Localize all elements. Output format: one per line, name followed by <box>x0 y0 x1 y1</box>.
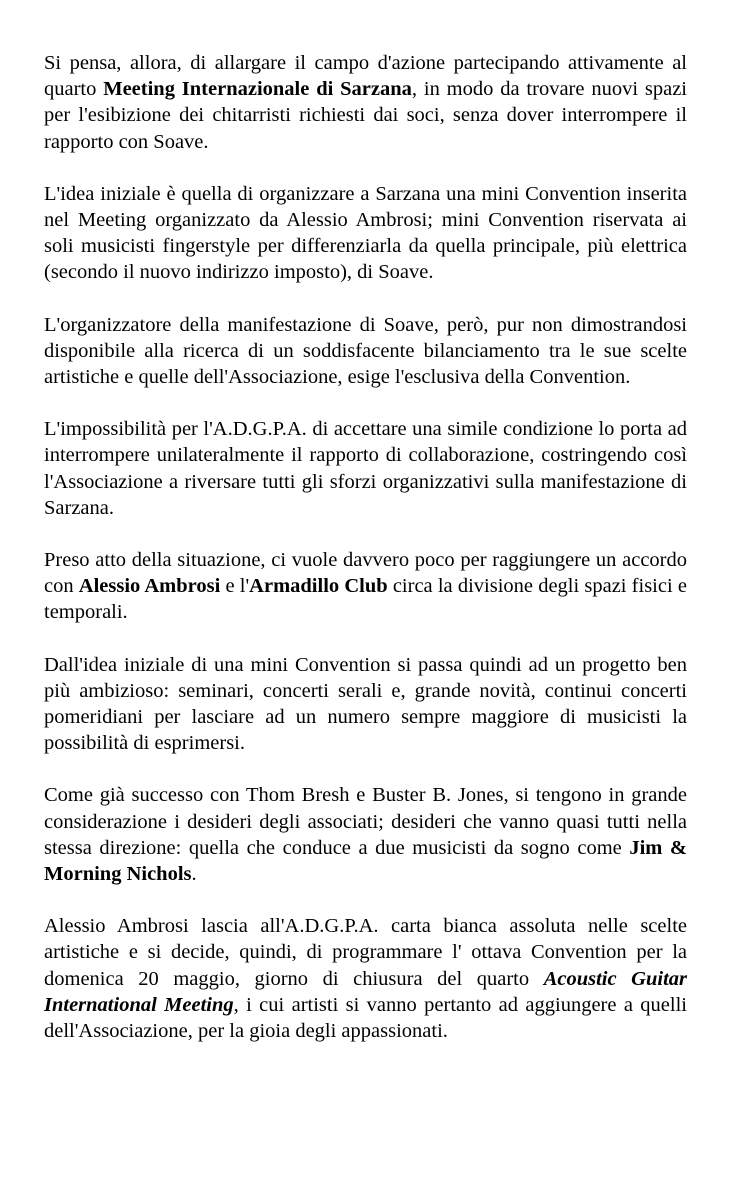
text-segment: L'idea iniziale è quella di organizzare a Sarzana una mini Convention inserita nel Meeting organizzato da Alessio Ambrosi; mini Convention riservata ai soli musicisti fingerstyle per differenziarla da quella principale, più elettrica (secondo il nuovo indirizzo imposto), di Soave. <box>44 182 687 284</box>
paragraph-1 <box>44 50 687 155</box>
text-segment: L'organizzatore della manifestazione di Soave, però, pur non dimostrandosi disponibile alla ricerca di un soddisfacente bilanciamento tra le sue scelte artistiche e quelle dell'Associazione, esige l'esclusiva della Convention. <box>44 313 687 389</box>
paragraph-5 <box>44 547 687 626</box>
bold-italic-text-acoustic-guitar-meeting: Acoustic Guitar International Meeting <box>44 967 687 1016</box>
text-segment: Si pensa, allora, di allargare il campo d'azione partecipando attivamente al quarto <box>44 52 687 101</box>
paragraph-3 <box>44 312 687 391</box>
bold-text-alessio-ambrosi: Alessio Ambrosi <box>78 575 221 598</box>
text-segment: , i cui artisti si vanno pertanto ad aggiungere a quelli dell'Associazione, per la gioia degli appassionati. <box>44 993 687 1043</box>
bold-text-armadillo-club: Armadillo Club <box>249 575 388 598</box>
paragraph-4 <box>44 416 687 521</box>
text-segment: . <box>191 863 197 886</box>
bold-text-meeting-sarzana: Meeting Internazionale di Sarzana <box>103 78 412 101</box>
text-segment: circa la divisione degli spazi fisici e temporali. <box>44 575 687 624</box>
paragraph-2 <box>44 181 687 286</box>
text-segment: L'impossibilità per l'A.D.G.P.A. di accettare una simile condizione lo porta ad interrompere unilateralmente il rapporto di collaborazione, costringendo così l'Associazione a riversare tutti gli sforzi organizzativi sulla manifestazione di Sarzana. <box>44 418 687 519</box>
text-segment: Dall'idea iniziale di una mini Convention si passa quindi ad un progetto ben più ambizioso: seminari, concerti serali e, grande novità, continui concerti pomeridiani per lasciare ad un numero sempre maggiore di musicisti la possibilità di esprimersi. <box>44 653 687 755</box>
text-segment: , in modo da trovare nuovi spazi per l'esibizione dei chitarristi richiesti dai soci, senza dover interrompere il rapporto con Soave. <box>44 78 687 153</box>
text-segment: Preso atto della situazione, ci vuole davvero poco per raggiungere un accordo con <box>44 549 687 598</box>
bold-text-jim-morning-nichols: Jim & Morning Nichols <box>44 836 687 886</box>
document-body <box>44 50 687 1044</box>
paragraph-8 <box>44 913 687 1044</box>
text-segment: Alessio Ambrosi lascia all'A.D.G.P.A. carta bianca assoluta nelle scelte artistiche e si decide, quindi, di programmare l' ottava Convention per la domenica 20 maggio, giorno di chiusura del quarto <box>44 915 687 990</box>
text-segment: e l' <box>220 575 250 598</box>
paragraph-7 <box>44 782 687 887</box>
text-segment: Come già successo con Thom Bresh e Buster B. Jones, si tengono in grande considerazione i desideri degli associati; desideri che vanno quasi tutti nella stessa direzione: quella che conduce a due musicisti da sogno come <box>44 784 687 859</box>
paragraph-6 <box>44 652 687 757</box>
